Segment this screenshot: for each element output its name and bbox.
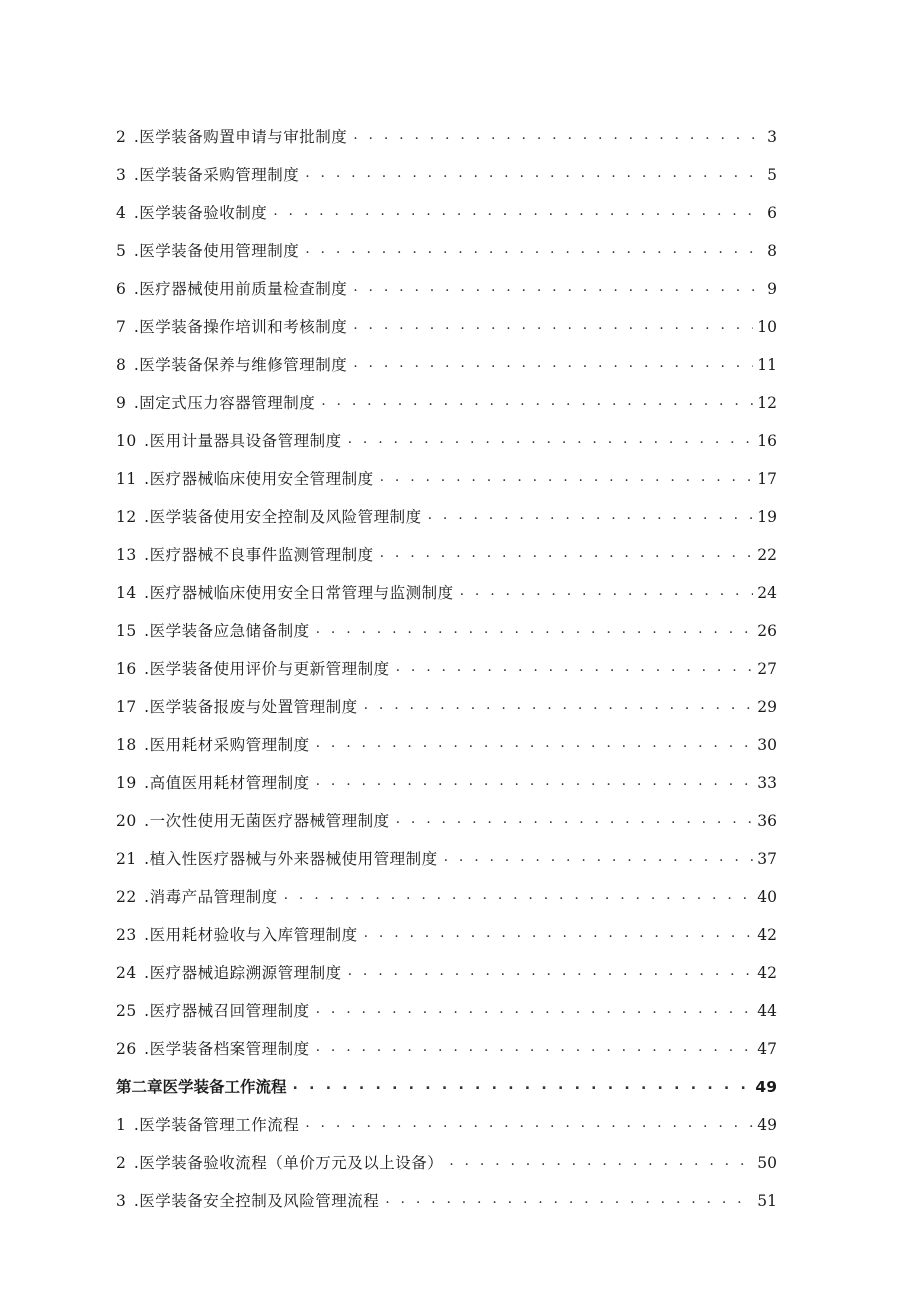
toc-entry-page-number: 22 (757, 546, 777, 564)
toc-entry-number: 26 (116, 1040, 137, 1058)
toc-entry-title (116, 203, 273, 223)
toc-entry-number: 8 (116, 356, 127, 374)
toc-entry-page-number: 8 (767, 242, 777, 260)
toc-entry-title (116, 545, 380, 565)
dot-leader (353, 277, 761, 297)
toc-entry-number: 23 (116, 926, 137, 944)
toc-entry-page-number: 49 (755, 1078, 777, 1096)
toc-entry-page-number: 37 (757, 850, 777, 868)
toc-entry-number: 18 (116, 736, 137, 754)
toc-entry-text: .医学装备操作培训和考核制度 (133, 318, 348, 336)
toc-entry-number: 7 (116, 318, 127, 336)
dot-leader (385, 1189, 753, 1209)
toc-entry-row[interactable] (116, 451, 777, 489)
toc-entry-title (116, 469, 380, 489)
toc-entry-row[interactable] (116, 299, 777, 337)
toc-entry-page-number: 5 (767, 166, 777, 184)
dot-leader (284, 885, 754, 905)
toc-entry-page-number: 10 (757, 318, 777, 336)
toc-entry-text: .医学装备采购管理制度 (133, 166, 300, 184)
toc-entry-text: .一次性使用无菌医疗器械管理制度 (144, 812, 390, 830)
toc-entry-row[interactable] (116, 261, 777, 299)
dot-leader (353, 353, 753, 373)
toc-entry-title (116, 1115, 305, 1135)
toc-entry-row[interactable] (116, 337, 777, 375)
toc-entry-text: .医学装备验收制度 (133, 204, 268, 222)
toc-entry-title (116, 393, 321, 413)
toc-entry-page-number: 44 (757, 1002, 777, 1020)
toc-entry-title (116, 925, 364, 945)
dot-leader (305, 239, 761, 259)
toc-entry-text: .医疗器械追踪溯源管理制度 (144, 964, 342, 982)
toc-entry-number: 3 (116, 166, 127, 184)
toc-entry-title (116, 355, 353, 375)
toc-entry-row[interactable] (116, 375, 777, 413)
toc-entry-number: 4 (116, 204, 127, 222)
toc-entry-text: .固定式压力容器管理制度 (133, 394, 316, 412)
dot-leader (364, 923, 754, 943)
toc-entry-page-number: 3 (767, 128, 777, 146)
toc-entry-row[interactable] (116, 983, 777, 1021)
toc-entry-text: .医疗器械临床使用安全管理制度 (144, 470, 374, 488)
toc-entry-row[interactable] (116, 679, 777, 717)
toc-entry-page-number: 19 (757, 508, 777, 526)
dot-leader (293, 1075, 752, 1095)
toc-entry-page-number: 42 (757, 926, 777, 944)
toc-entry-number: 22 (116, 888, 137, 906)
toc-entry-title (116, 507, 428, 527)
toc-entry-text: .植入性医疗器械与外来器械使用管理制度 (144, 850, 438, 868)
toc-entry-title (116, 127, 353, 147)
dot-leader (380, 543, 754, 563)
toc-entry-text: .医疗器械使用前质量检查制度 (133, 280, 348, 298)
toc-entry-title (116, 279, 353, 299)
toc-entry-row[interactable] (116, 831, 777, 869)
toc-entry-title (116, 735, 316, 755)
toc-entry-row[interactable] (116, 869, 777, 907)
toc-entry-title (116, 165, 305, 185)
toc-entry-number: 20 (116, 812, 137, 830)
toc-entry-number: 19 (116, 774, 137, 792)
toc-entry-text: .医学装备管理工作流程 (133, 1116, 300, 1134)
toc-entry-number: 24 (116, 964, 137, 982)
toc-entry-text: .高值医用耗材管理制度 (144, 774, 310, 792)
toc-entry-text: 第二章医学装备工作流程 (116, 1078, 287, 1096)
dot-leader (396, 657, 754, 677)
toc-entry-number: 11 (116, 470, 137, 488)
toc-chapter-row[interactable] (116, 1059, 777, 1097)
toc-entry-row[interactable] (116, 1173, 777, 1211)
toc-entry-page-number: 12 (757, 394, 777, 412)
toc-entry-page-number: 17 (757, 470, 777, 488)
toc-entry-row[interactable] (116, 147, 777, 185)
toc-entry-row[interactable] (116, 907, 777, 945)
toc-entry-page-number: 42 (757, 964, 777, 982)
toc-entry-number: 2 (116, 128, 127, 146)
toc-entry-row[interactable] (116, 109, 777, 147)
dot-leader (380, 467, 754, 487)
toc-entry-title (116, 1191, 385, 1211)
toc-entry-text: .医学装备安全控制及风险管理流程 (133, 1192, 380, 1210)
toc-entry-page-number: 30 (757, 736, 777, 754)
toc-entry-text: .医学装备保养与维修管理制度 (133, 356, 348, 374)
toc-entry-number: 9 (116, 394, 127, 412)
toc-entry-page-number: 29 (757, 698, 777, 716)
toc-entry-title (116, 887, 284, 907)
toc-entry-row[interactable] (116, 603, 777, 641)
dot-leader (396, 809, 754, 829)
toc-entry-number: 15 (116, 622, 137, 640)
toc-entry-number: 6 (116, 280, 127, 298)
toc-entry-text: .医学装备档案管理制度 (144, 1040, 310, 1058)
toc-entry-title (116, 697, 364, 717)
toc-entry-title (116, 963, 348, 983)
toc-entry-text: .医学装备报废与处置管理制度 (144, 698, 358, 716)
toc-entry-number: 1 (116, 1116, 127, 1134)
toc-entry-number: 2 (116, 1154, 127, 1172)
toc-entry-title (116, 849, 444, 869)
toc-entry-row[interactable] (116, 945, 777, 983)
toc-entry-title (116, 773, 316, 793)
toc-entry-row[interactable] (116, 1135, 777, 1173)
toc-entry-title (116, 1001, 316, 1021)
toc-entry-page-number: 16 (757, 432, 777, 450)
dot-leader (316, 1037, 754, 1057)
toc-entry-text: .医疗器械召回管理制度 (144, 1002, 310, 1020)
toc-entry-text: .医学装备使用管理制度 (133, 242, 300, 260)
toc-entry-text: .医学装备购置申请与审批制度 (133, 128, 348, 146)
toc-entry-page-number: 49 (757, 1116, 777, 1134)
toc-entry-text: .医疗器械临床使用安全日常管理与监测制度 (144, 584, 454, 602)
dot-leader (316, 733, 754, 753)
toc-entry-number: 17 (116, 698, 137, 716)
toc-entry-number: 5 (116, 242, 127, 260)
toc-entry-page-number: 6 (767, 204, 777, 222)
dot-leader (305, 163, 761, 183)
toc-entry-page-number: 36 (757, 812, 777, 830)
toc-entry-page-number: 24 (757, 584, 777, 602)
toc-entry-text: .医学装备使用安全控制及风险管理制度 (144, 508, 422, 526)
toc-entry-number: 14 (116, 584, 137, 602)
toc-entry-title (116, 659, 396, 679)
toc-entry-page-number: 33 (757, 774, 777, 792)
toc-entry-row[interactable] (116, 641, 777, 679)
toc-entry-row[interactable] (116, 1097, 777, 1135)
toc-entry-number: 13 (116, 546, 137, 564)
toc-entry-text: .医用计量器具设备管理制度 (144, 432, 342, 450)
dot-leader (316, 999, 754, 1019)
toc-entry-title (116, 431, 348, 451)
toc-entry-text: .医用耗材验收与入库管理制度 (144, 926, 358, 944)
toc-entry-row[interactable] (116, 793, 777, 831)
toc-entry-title (116, 1153, 449, 1173)
toc-entry-row[interactable] (116, 489, 777, 527)
dot-leader (353, 315, 753, 335)
dot-leader (348, 961, 754, 981)
dot-leader (449, 1151, 753, 1171)
toc-entry-text: .医学装备使用评价与更新管理制度 (144, 660, 390, 678)
toc-entry-row[interactable] (116, 413, 777, 451)
dot-leader (348, 429, 754, 449)
toc-entry-row[interactable] (116, 1021, 777, 1059)
toc-entry-row[interactable] (116, 717, 777, 755)
toc-entry-number: 21 (116, 850, 137, 868)
toc-entry-page-number: 26 (757, 622, 777, 640)
toc-entry-page-number: 40 (757, 888, 777, 906)
toc-entry-page-number: 9 (767, 280, 777, 298)
toc-entry-row[interactable] (116, 565, 777, 603)
toc-entry-row[interactable] (116, 185, 777, 223)
toc-entry-text: .医学装备验收流程（单价万元及以上设备） (133, 1154, 444, 1172)
dot-leader (273, 201, 761, 221)
toc-entry-title (116, 621, 316, 641)
toc-entry-title (116, 1077, 293, 1097)
toc-entry-page-number: 51 (757, 1192, 777, 1210)
dot-leader (460, 581, 754, 601)
toc-entry-title (116, 1039, 316, 1059)
dot-leader (364, 695, 754, 715)
dot-leader (316, 619, 754, 639)
toc-entry-page-number: 11 (757, 356, 777, 374)
toc-entry-page-number: 50 (757, 1154, 777, 1172)
dot-leader (321, 391, 753, 411)
toc-entry-title (116, 317, 353, 337)
toc-entry-page-number: 47 (757, 1040, 777, 1058)
toc-entry-number: 25 (116, 1002, 137, 1020)
toc-entry-title (116, 241, 305, 261)
toc-entry-text: .消毒产品管理制度 (144, 888, 278, 906)
dot-leader (444, 847, 754, 867)
dot-leader (316, 771, 754, 791)
toc-entry-row[interactable] (116, 755, 777, 793)
toc-entry-number: 10 (116, 432, 137, 450)
toc-entry-row[interactable] (116, 223, 777, 261)
toc-entry-number: 3 (116, 1192, 127, 1210)
toc-entry-row[interactable] (116, 527, 777, 565)
toc-entry-title (116, 583, 460, 603)
toc-entry-text: .医疗器械不良事件监测管理制度 (144, 546, 374, 564)
toc-entry-number: 16 (116, 660, 137, 678)
table-of-contents (116, 109, 777, 1211)
dot-leader (353, 125, 761, 145)
toc-entry-page-number: 27 (757, 660, 777, 678)
toc-entry-text: .医用耗材采购管理制度 (144, 736, 310, 754)
dot-leader (305, 1113, 753, 1133)
toc-entry-number: 12 (116, 508, 137, 526)
dot-leader (428, 505, 754, 525)
toc-entry-title (116, 811, 396, 831)
toc-entry-text: .医学装备应急储备制度 (144, 622, 310, 640)
